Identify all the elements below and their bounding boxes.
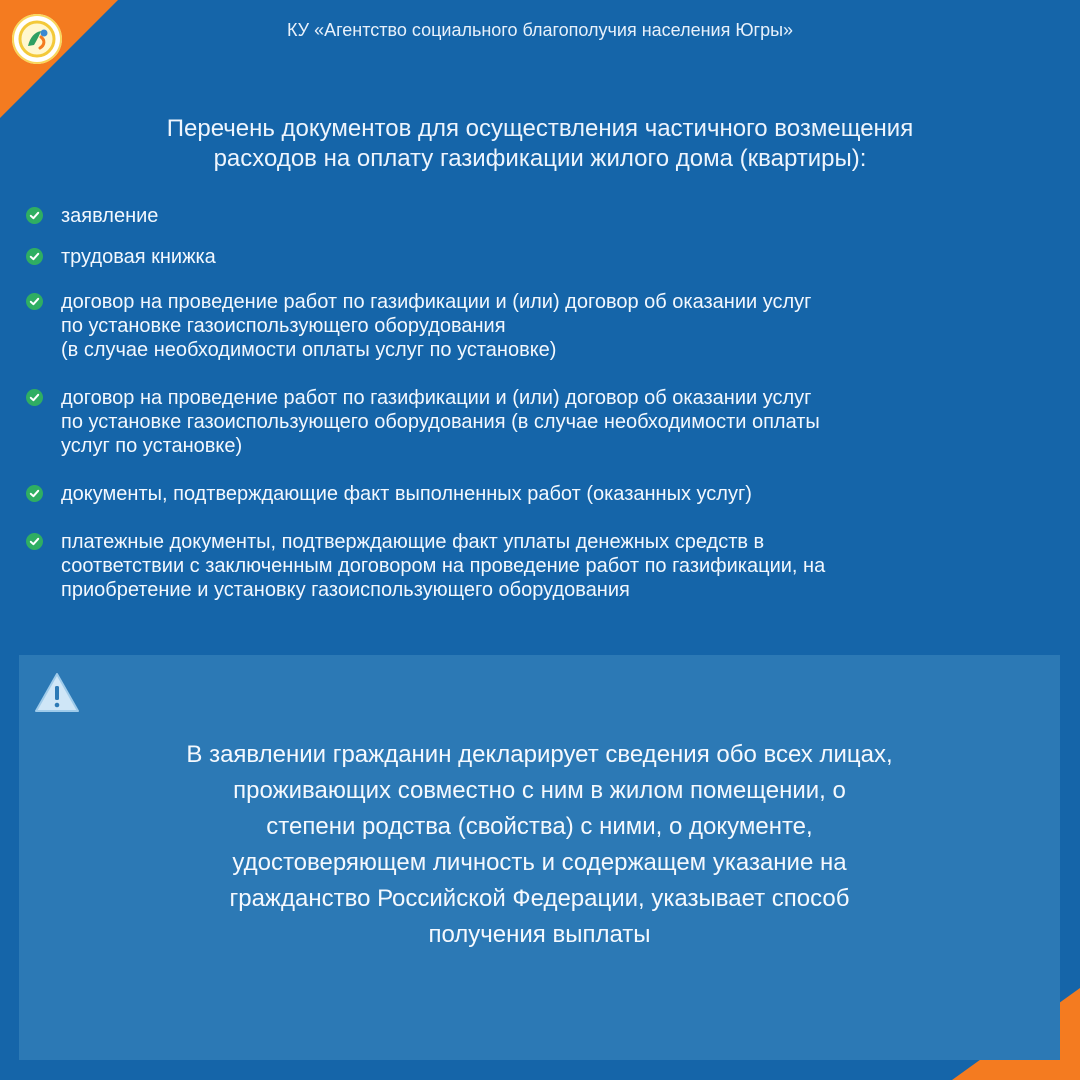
list-item-text: договор на проведение работ по газификации и (или) договор об оказании услуг по установке газоиспользующего оборудования (в случае необходимости оплаты услуг по установке) bbox=[61, 387, 820, 457]
check-circle-icon bbox=[26, 207, 43, 224]
corner-accent-top-left bbox=[0, 0, 118, 118]
check-circle-icon bbox=[26, 389, 43, 406]
organization-name: КУ «Агентство социального благополучия населения Югры» bbox=[286, 20, 794, 40]
list-item bbox=[26, 245, 216, 269]
check-circle-icon bbox=[26, 248, 43, 265]
check-circle-icon bbox=[26, 293, 43, 310]
list-item-text: трудовая книжка bbox=[61, 246, 216, 268]
check-circle-icon bbox=[26, 533, 43, 550]
list-item bbox=[26, 386, 820, 458]
list-item bbox=[26, 204, 158, 228]
list-item-text: документы, подтверждающие факт выполненных работ (оказанных услуг) bbox=[61, 483, 752, 505]
list-item-text: заявление bbox=[61, 205, 159, 227]
list-item-text: платежные документы, подтверждающие факт уплаты денежных средств в соответствии с заключенным договором на проведение работ по газификации, на приобретение и установку газоиспользующего оборудования bbox=[61, 531, 826, 601]
document-list-title: Перечень документов для осуществления частичного возмещения расходов на оплату газификации жилого дома (квартиры): bbox=[166, 115, 914, 172]
warning-triangle-icon bbox=[33, 671, 81, 715]
list-item bbox=[26, 290, 811, 362]
list-item bbox=[26, 530, 825, 602]
declaration-note-box bbox=[19, 655, 1060, 1060]
declaration-note-text: В заявлении гражданин декларирует сведения обо всех лицах, проживающих совместно с ним в жилом помещении, о степени родства (свойства) с ними, о документе, удостоверяющем личность и содержащем указание на гражданство Российской Федерации, указывает способ получения выплаты bbox=[186, 741, 893, 948]
list-item-text: договор на проведение работ по газификации и (или) договор об оказании услуг по установке газоиспользующего оборудования (в случае необходимости оплаты услуг по установке) bbox=[61, 291, 812, 361]
check-circle-icon bbox=[26, 485, 43, 502]
list-item bbox=[26, 482, 752, 506]
